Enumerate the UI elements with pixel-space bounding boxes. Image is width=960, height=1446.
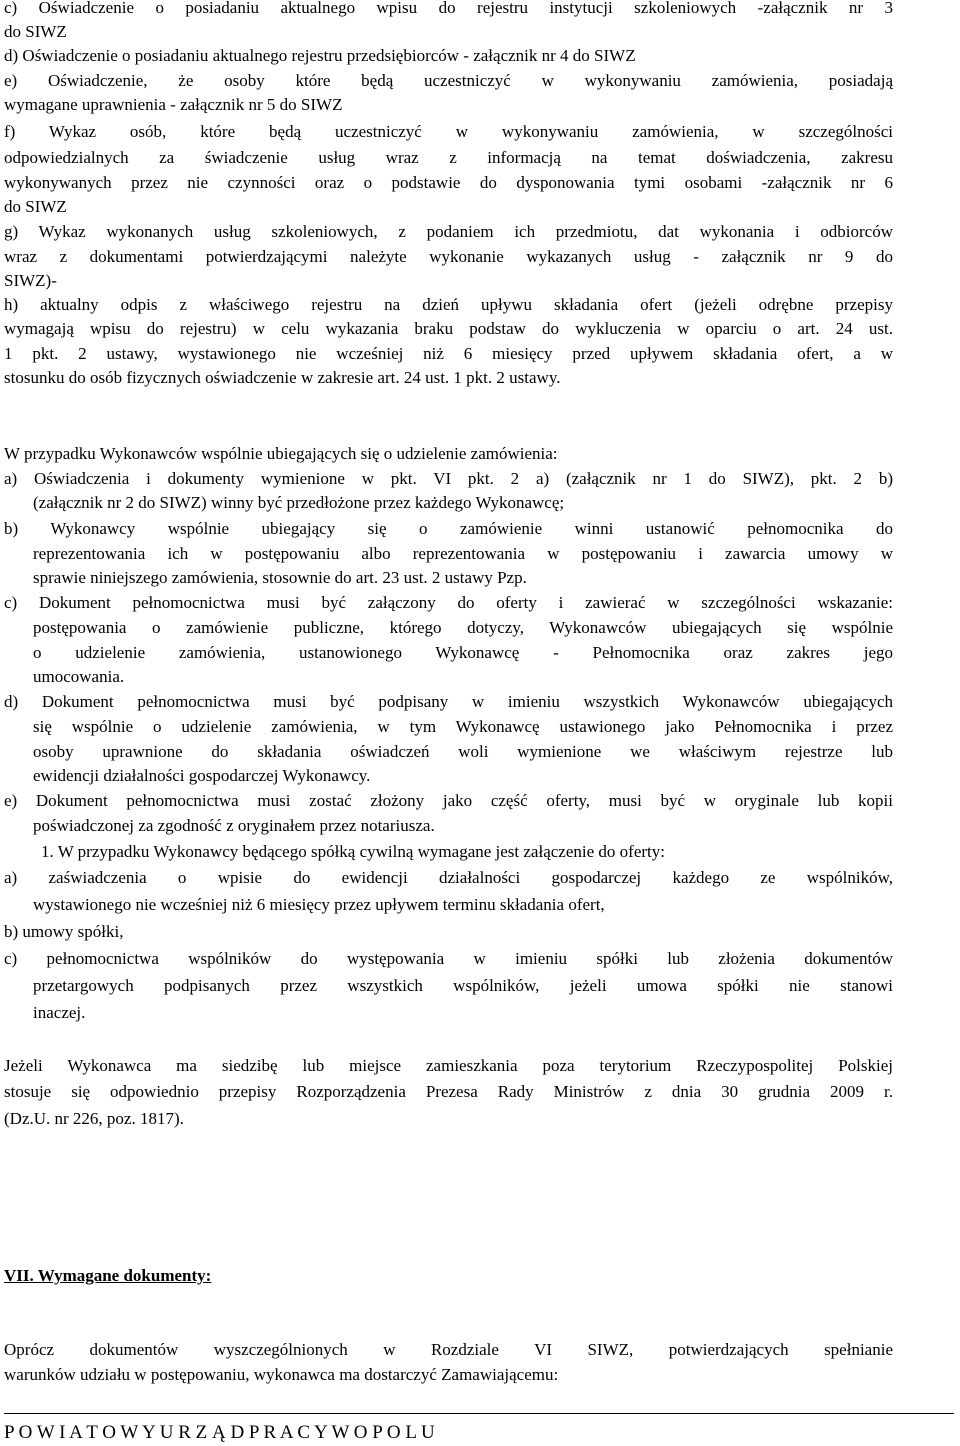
text-line: a) Oświadczenia i dokumenty wymienione w pkt. VI pkt. 2 a) (załącznik nr 1 do SIWZ), pkt. 2 b) <box>4 469 893 488</box>
text-line: się wspólnie o udzielenie zamówienia, w tym Wykonawcę ustawionego jako Pełnomocnika i przez <box>33 717 893 736</box>
text-line: wymagają wpisu do rejestru) w celu wykazania braku podstaw do wykluczenia w oparciu o art. 24 ust. <box>4 319 893 338</box>
text-line: wystawionego nie wcześniej niż 6 miesięcy przez upływem terminu składania ofert, <box>33 895 605 914</box>
text-line: (załącznik nr 2 do SIWZ) winny być przedłożone przez każdego Wykonawcę; <box>33 493 565 512</box>
text-line: c) Oświadczenie o posiadaniu aktualnego wpisu do rejestru instytucji szkoleniowych -załącznik nr 3 <box>4 0 893 17</box>
text-line: c) Dokument pełnomocnictwa musi być załączony do oferty i zawierać w szczególności wskazanie: <box>4 593 893 612</box>
text-line: odpowiedzialnych za świadczenie usług wraz z informacją na temat doświadczenia, zakresu <box>4 148 893 167</box>
text-line: e) Dokument pełnomocnictwa musi zostać złożony jako część oferty, musi być w oryginale lub kopii <box>4 791 893 810</box>
text-line: Jeżeli Wykonawca ma siedzibę lub miejsce zamieszkania poza terytorium Rzeczypospolitej Polskiej <box>4 1056 893 1075</box>
text-line: do SIWZ <box>4 197 67 216</box>
text-line: d) Dokument pełnomocnictwa musi być podpisany w imieniu wszystkich Wykonawców ubiegających <box>4 692 893 711</box>
text-line: reprezentowania ich w postępowaniu albo reprezentowania w postępowaniu i zawarcia umowy w <box>33 544 893 563</box>
text-line: do SIWZ <box>4 22 67 41</box>
text-line: poświadczonej za zgodność z oryginałem przez notariusza. <box>33 816 435 835</box>
text-line: 1 pkt. 2 ustawy, wystawionego nie wcześniej niż 6 miesięcy przed upływem składania ofert, a w <box>4 344 893 363</box>
section-heading: VII. Wymagane dokumenty: <box>4 1266 212 1285</box>
text-line: b) Wykonawcy wspólnie ubiegający się o zamówienie winni ustanowić pełnomocnika do <box>4 519 893 538</box>
text-line: e) Oświadczenie, że osoby które będą uczestniczyć w wykonywaniu zamówienia, posiadają <box>4 71 893 90</box>
text-line: przetargowych podpisanych przez wszystkich wspólników, jeżeli umowa spółki nie stanowi <box>33 976 893 995</box>
text-line: b) umowy spółki, <box>4 922 124 941</box>
text-line: wykonywanych przez nie czynności oraz o podstawie do dysponowania tymi osobami -załącznik nr 6 <box>4 173 893 192</box>
text-line: 1. W przypadku Wykonawcy będącego spółką cywilną wymagane jest załączenie do oferty: <box>41 842 665 861</box>
text-line: wraz z dokumentami potwierdzającymi należyte wykonanie wykazanych usług - załącznik nr 9 do <box>4 247 893 266</box>
text-line: stosunku do osób fizycznych oświadczenie w zakresie art. 24 ust. 1 pkt. 2 ustawy. <box>4 368 561 387</box>
text-line: postępowania o zamówienie publiczne, którego dotyczy, Wykonawców ubiegających się wspólnie <box>33 618 893 637</box>
text-line: h) aktualny odpis z właściwego rejestru na dzień upływu składania ofert (jeżeli odrębne przepisy <box>4 295 893 314</box>
text-line: f) Wykaz osób, które będą uczestniczyć w wykonywaniu zamówienia, w szczególności <box>4 122 893 141</box>
footer-divider <box>4 1413 954 1414</box>
text-line: ewidencji działalności gospodarczej Wykonawcy. <box>33 766 371 785</box>
text-line: c) pełnomocnictwa wspólników do występowania w imieniu spółki lub złożenia dokumentów <box>4 949 893 968</box>
text-line: d) Oświadczenie o posiadaniu aktualnego rejestru przedsiębiorców - załącznik nr 4 do SIWZ <box>4 46 636 65</box>
text-line: W przypadku Wykonawców wspólnie ubiegających się o udzielenie zamówienia: <box>4 444 558 463</box>
text-line: wymagane uprawnienia - załącznik nr 5 do SIWZ <box>4 95 343 114</box>
text-line: SIWZ)- <box>4 271 57 290</box>
closing-paragraph-line-2: warunków udziału w postępowaniu, wykonawca ma dostarczyć Zamawiającemu: <box>4 1365 559 1384</box>
text-line: stosuje się odpowiednio przepisy Rozporządzenia Prezesa Rady Ministrów z dnia 30 grudnia 2009 r. <box>4 1082 893 1101</box>
text-line: g) Wykaz wykonanych usług szkoleniowych, z podaniem ich przedmiotu, dat wykonania i odbiorców <box>4 222 893 241</box>
text-line: umocowania. <box>33 667 125 686</box>
text-line: (Dz.U. nr 226, poz. 1817). <box>4 1109 184 1128</box>
text-line: inaczej. <box>33 1003 86 1022</box>
text-line: sprawie niniejszego zamówienia, stosownie do art. 23 ust. 2 ustawy Pzp. <box>33 568 527 587</box>
text-line: osoby uprawnione do składania oświadczeń woli wymienione we właściwym rejestrze lub <box>33 742 893 761</box>
closing-paragraph-line-1: Oprócz dokumentów wyszczególnionych w Rozdziale VI SIWZ, potwierdzających spełnianie <box>4 1340 893 1359</box>
footer-office-name: P O W I A T O W Y U R Z Ą D P R A C Y W O P O L U <box>4 1422 435 1443</box>
text-line: o udzielenie zamówienia, ustanowionego Wykonawcę - Pełnomocnika oraz zakres jego <box>33 643 893 662</box>
text-line: a) zaświadczenia o wpisie do ewidencji działalności gospodarczej każdego ze wspólników, <box>4 868 893 887</box>
